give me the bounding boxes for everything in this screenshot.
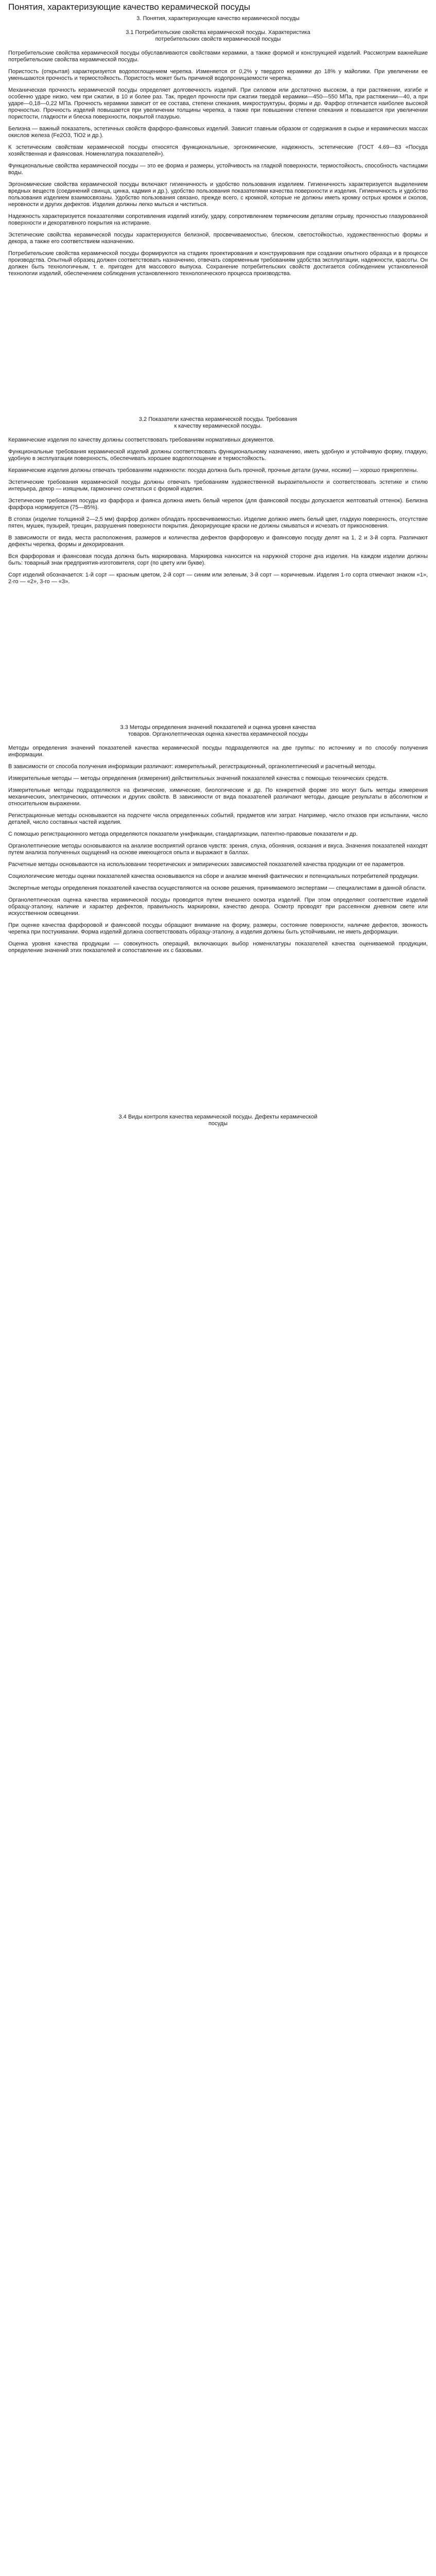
blank-space	[8, 282, 428, 416]
section-heading-line: 3. Понятия, характеризующие качество керамической посуды	[136, 15, 300, 22]
section-heading-line: 3.2 Показатели качества керамической посуды. Требования	[138, 416, 298, 422]
section-heading-line: посуды	[208, 1121, 228, 1127]
paragraph: Керамические изделия должны отвечать требованиям надежности: посуда должна быть прочной, прочные детали (ручки, носики) — хорошо прикреплены.	[8, 467, 418, 473]
paragraph: Функциональные требования керамической изделий должны соответствовать функциональному назначению, иметь удобную и устойчивую форму, гладкую, удобную в эксплуатации поверхность, обеспечивать хорошее водопоглощение и термостойкость.	[8, 449, 428, 462]
section-body-3-3	[8, 745, 428, 954]
document-page	[0, 0, 436, 1127]
section-heading-3-3	[8, 724, 428, 738]
paragraph: Измерительные методы — методы определения (измерения) действительных значений показателей качества с помощью технических средств.	[8, 775, 389, 782]
paragraph: Эстетические свойства керамической посуды характеризуются белизной, просвечиваемостью, блеском, светостойкостью, художественностью формы и декора, а также его соответствием назначению.	[8, 232, 428, 245]
section-heading-3	[8, 15, 428, 22]
section-heading-line: 3.1 Потребительские свойства керамической посуды. Характеристика	[126, 29, 310, 36]
section-heading-3-2	[8, 416, 428, 430]
section-heading-3-4	[8, 1114, 428, 1127]
paragraph: Органолептические методы основываются на анализе восприятий органов чувств: зрения, слуха, обоняния, осязания и вкуса. Значения показателей находят путем анализа полученных ощущений на основе имеющегося опыта и выражают в баллах.	[8, 843, 428, 856]
paragraph: В зависимости от вида, места расположения, размеров и количества дефектов фарфоровую и фаянсовую посуду делят на 1, 2 и 3-й сорта. Различают дефекты черепка, формы и декорирования.	[8, 535, 428, 548]
paragraph: Керамические изделия по качеству должны соответствовать требованиям нормативных документов.	[8, 437, 275, 443]
section-heading-line: к качеству керамической посуды.	[174, 423, 262, 429]
section-body-3-2	[8, 437, 428, 585]
paragraph: Потребительские свойства керамической посуды формируются на стадиях проектирования и конструирования при создании опытного образца и в процессе производства. Опытный образец должен соответствовать назначению, отвечать современным требованиям удобства эксплуатации, надежности, красоты. Он должен быть технологичным, т. е. пригоден для массового выпуска. Сохранение потребительских свойств достигается соблюдением установленной технологии изделий, обеспечением соблюдения установленного технологического процесса производства.	[8, 250, 428, 277]
blank-space	[8, 590, 428, 724]
blank-space	[8, 959, 428, 1114]
section-heading-line: потребительских свойств керамической посуды	[155, 36, 281, 42]
paragraph: Вся фарфоровая и фаянсовая посуда должна быть маркирована. Маркировка наносится на наружной стороне дна изделия. На каждом изделии должны быть: товарный знак предприятия-изготовителя, сорт (по цвету или букве).	[8, 553, 428, 566]
paragraph: Расчетные методы основываются на использовании теоретических и эмпирических зависимостей показателей качества продукции от ее параметров.	[8, 861, 405, 868]
section-heading-line: 3.3 Методы определения значений показателей и оценка уровня качества	[120, 724, 316, 731]
paragraph: Экспертные методы определения показателей качества осуществляются на основе решения, принимаемого экспертами — специалистами в данной области.	[8, 885, 426, 891]
page-title: Понятия, характеризующие качество керамической посуды	[8, 2, 251, 12]
paragraph: Измерительные методы подразделяются на физические, химические, биологические и др. По конкретной форме это могут быть методы измерения механических, электрических, оптических и других свойств. В зависимости от вида показателей различают методы, дающие результаты в абсолютном и относительном выражении.	[8, 787, 428, 807]
paragraph: Механическая прочность керамической посуды определяет долговечность изделий. При силовом или достаточно высоком, а при растяжении, изгибе и особенно ударе низко, чем при сжатии, в 10 и более раз. Так, предел прочности при сжатии твердой керамики—450—550 МПа, при растяжении—40, а при ударе—0,18—0,22 МПа. Прочность керамики зависит от ее состава, степени спекания, микроструктуры, формы и др. Фарфор отличается наиболее высокой прочностью. Прочность изделий повышается при увеличении толщины черепка, а также при повышении степени спекания и повышается при увеличении пористости, гладкости и блеска поверхности, покрытой глазурью.	[8, 87, 428, 120]
paragraph: Эргономические свойства керамической посуды включают гигиеничность и удобство пользования изделием. Гигиеничность характеризуется выделением вредных веществ (соединений свинца, цинка, кадмия и др.), удобство пользования показателями качества поверхности и изделия. Гигиеничность и удобство пользования изделием взаимосвязаны. Удобство пользования связано, прежде всего, с кромкой, которые не должны иметь кромку острых кромок и сколов, неровности и других дефектов. Изделия должны легко мыться и чиститься.	[8, 181, 428, 208]
paragraph: Потребительские свойства керамической посуды обуславливаются свойствами керамики, а также формой и конструкцией изделий. Рассмотрим важнейшие потребительские свойства керамической посуды.	[8, 50, 428, 63]
paragraph: Функциональные свойства керамической посуды — это ее форма и размеры, устойчивость на гладкой поверхности, термостойкость, способность частицами воды.	[8, 163, 428, 176]
section-body-3-1	[8, 50, 428, 277]
section-heading-line: товаров. Органолептическая оценка качества керамической посуды	[128, 731, 308, 737]
paragraph: С помощью регистрационного метода определяются показатели унификации, стандартизации, патентно-правовые показатели и др.	[8, 831, 358, 837]
paragraph: Сорт изделий обозначается: 1-й сорт — красным цветом, 2-й сорт — синим или зеленым, 3-й сорт — коричневым. Изделия 1-го сорта отмечают знаком «1», 2-го — «2», 3-го — «3».	[8, 572, 428, 585]
paragraph: В зависимости от способа получения информации различают: измерительный, регистрационный, органолептический и расчетный методы.	[8, 764, 376, 770]
paragraph: Эстетические требования посуды из фарфора и фаянса должна иметь белый черепок (для фаянсовой посуды допускается желтоватый оттенок). Белизна фарфора нормируется (75—85%).	[8, 498, 428, 511]
paragraph: Пористость (открытая) характеризуется водопоглощением черепка. Изменяется от 0,2% у твердого керамики до 18% у майолики. При увеличении ее уменьшаются прочность и термостойкость. Пористость может быть причиной водопроницаемости черепка.	[8, 69, 428, 81]
paragraph: Социологические методы оценки показателей качества основываются на сборе и анализе мнений фактических и потенциальных потребителей продукции.	[8, 873, 419, 879]
paragraph: Белизна — важный показатель, эстетичных свойств фарфоро-фаянсовых изделий. Зависит главным образом от содержания в сырье и керамических массах окислов железа (Fe2O3, TiO2 и др.).	[8, 126, 428, 139]
section-heading-3-1	[8, 29, 428, 43]
paragraph: Надежность характеризуется показателями сопротивления изделий изгибу, удару, сопротивлением термическим деталям отрыву, прочностью глазурованной поверхности и декоративного покрытия на истирание.	[8, 213, 428, 226]
paragraph: К эстетическим свойствам керамической посуды относятся функциональные, эргономические, надежность, эстетические (ГОСТ 4.69—83 «Посуда хозяйственная и фаянсовая. Номенклатура показателей»).	[8, 144, 428, 157]
paragraph: Оценка уровня качества продукции — совокупность операций, включающих выбор номенклатуры показателей качества оцениваемой продукции, определение значений этих показателей и сопоставление их с базовыми.	[8, 941, 428, 954]
paragraph: Методы определения значений показателей качества керамической посуды подразделяются на две группы: по источнику и по способу получения информации.	[8, 745, 428, 758]
paragraph: При оценке качества фарфоровой и фаянсовой посуды обращают внимание на форму, размеры, состояние поверхности, наличие дефектов, звонкость черепка при постукивании. Форма изделий должна соответствовать образцу-эталону, а изделия должны быть устойчивыми, не иметь деформации.	[8, 922, 428, 935]
paragraph: Регистрационные методы основываются на подсчете числа определенных событий, предметов или затрат. Например, число отказов при испытании, число деталей, число составных частей изделия.	[8, 812, 428, 825]
section-heading-line: 3.4 Виды контроля качества керамической посуды. Дефекты керамической	[118, 1114, 318, 1120]
paragraph: В стопах (изделие толщиной 2—2,5 мм) фарфор должен обладать просвечиваемостью. Изделие должно иметь белый цвет, гладкую поверхность, отсутствие пятен, мушек, пузырей, трещин, разрушения поверхности покрытия. Декорирующие краски не должны смываться и исчезать от прикосновения.	[8, 516, 428, 529]
paragraph: Эстетические требования керамической посуды должны отвечать требованиям художественной выразительности и соответствовать эстетике и стилю интерьера, декор — изящным, гармонично сочетаться с формой изделия.	[8, 479, 428, 492]
paragraph: Органолептическая оценка качества керамической посуды проводится путем внешнего осмотра изделий. При этом определяют соответствие изделий образцу-эталону, наличие и характер дефектов, правильность маркировки, качество декора. Осмотр проводят при рассеянном дневном свете или искусственном освещении.	[8, 897, 428, 917]
